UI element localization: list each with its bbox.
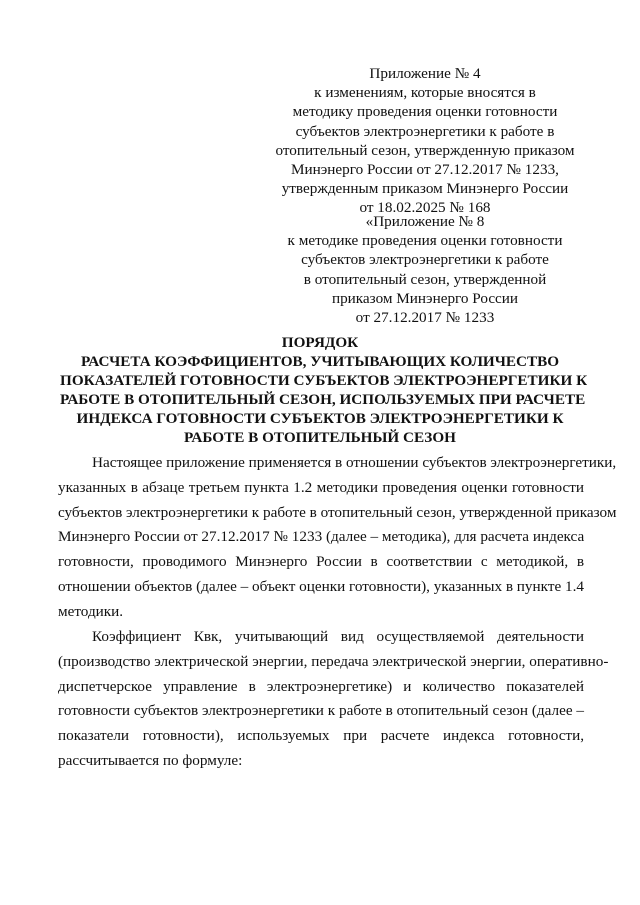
paragraph-coefficient bbox=[58, 625, 609, 774]
paragraph-line: готовности, проводимого Минэнерго России в соответствии с методикой, в bbox=[58, 553, 584, 571]
title-line: РАБОТЕ В ОТОПИТЕЛЬНЫЙ СЕЗОН bbox=[184, 429, 456, 446]
paragraph-line: диспетчерское управление в электроэнергетике) и количество показателей bbox=[58, 677, 584, 695]
paragraph-line: отношении объектов (далее – объект оценки готовности), указанных в пункте 1.4 bbox=[58, 577, 584, 595]
appendix-line: в отопительный сезон, утвержденной bbox=[303, 270, 547, 288]
title-line: ПОКАЗАТЕЛЕЙ ГОТОВНОСТИ СУБЪЕКТОВ ЭЛЕКТРОЭНЕРГЕТИКИ К bbox=[60, 372, 588, 389]
appendix-line: от 27.12.2017 № 1233 bbox=[355, 309, 495, 327]
appendix-line: утвержденным приказом Минэнерго России bbox=[281, 180, 569, 198]
appendix-line: Минэнерго России от 27.12.2017 № 1233, bbox=[291, 161, 559, 179]
appendix-line: к методике проведения оценки готовности bbox=[287, 232, 563, 250]
paragraph-line: Настоящее приложение применяется в отношении субъектов электроэнергетики, bbox=[92, 454, 617, 471]
title-line: ПОРЯДОК bbox=[281, 334, 359, 351]
paragraph-line: субъектов электроэнергетики к работе в отопительный сезон, утвержденной приказом bbox=[58, 503, 617, 521]
paragraph-line: Минэнерго России от 27.12.2017 № 1233 (далее – методика), для расчета индекса bbox=[58, 528, 585, 546]
paragraph-line: (производство электрической энергии, передача электрической энергии, оперативно- bbox=[58, 652, 609, 670]
appendix-line: отопительный сезон, утвержденную приказом bbox=[275, 141, 575, 159]
appendix-line: методику проведения оценки готовности bbox=[292, 103, 558, 121]
paragraph-scope bbox=[58, 451, 617, 625]
title-line: РАБОТЕ В ОТОПИТЕЛЬНЫЙ СЕЗОН, ИСПОЛЬЗУЕМЫХ ПРИ РАСЧЕТЕ bbox=[60, 391, 586, 408]
title-line: ИНДЕКСА ГОТОВНОСТИ СУБЪЕКТОВ ЭЛЕКТРОЭНЕРГЕТИКИ К bbox=[76, 410, 564, 427]
appendix-line: субъектов электроэнергетики к работе в bbox=[295, 122, 555, 140]
document-title bbox=[60, 333, 588, 447]
paragraph-line: показатели готовности), используемых при расчете индекса готовности, bbox=[58, 727, 584, 745]
appendix-line: от 18.02.2025 № 168 bbox=[359, 199, 491, 217]
appendix-line: приказом Минэнерго России bbox=[331, 289, 519, 307]
appendix-line: к изменениям, которые вносятся в bbox=[314, 84, 536, 102]
paragraph-line: Коэффициент Квк, учитывающий вид осуществляемой деятельности bbox=[92, 628, 584, 645]
appendix-line: субъектов электроэнергетики к работе bbox=[301, 251, 549, 269]
paragraph-line: методики. bbox=[58, 602, 124, 620]
appendix-header-current bbox=[270, 64, 580, 218]
title-line: РАСЧЕТА КОЭФФИЦИЕНТОВ, УЧИТЫВАЮЩИХ КОЛИЧЕСТВО bbox=[80, 353, 560, 370]
paragraph-line: рассчитывается по формуле: bbox=[58, 751, 243, 769]
paragraph-line: готовности субъектов электроэнергетики к работе в отопительный сезон (далее – bbox=[58, 702, 584, 720]
appendix-line: «Приложение № 8 bbox=[365, 213, 485, 230]
appendix-header-original bbox=[270, 212, 580, 327]
paragraph-line: указанных в абзаце третьем пункта 1.2 методики проведения оценки готовности bbox=[58, 478, 584, 496]
appendix-line: Приложение № 4 bbox=[369, 65, 481, 82]
